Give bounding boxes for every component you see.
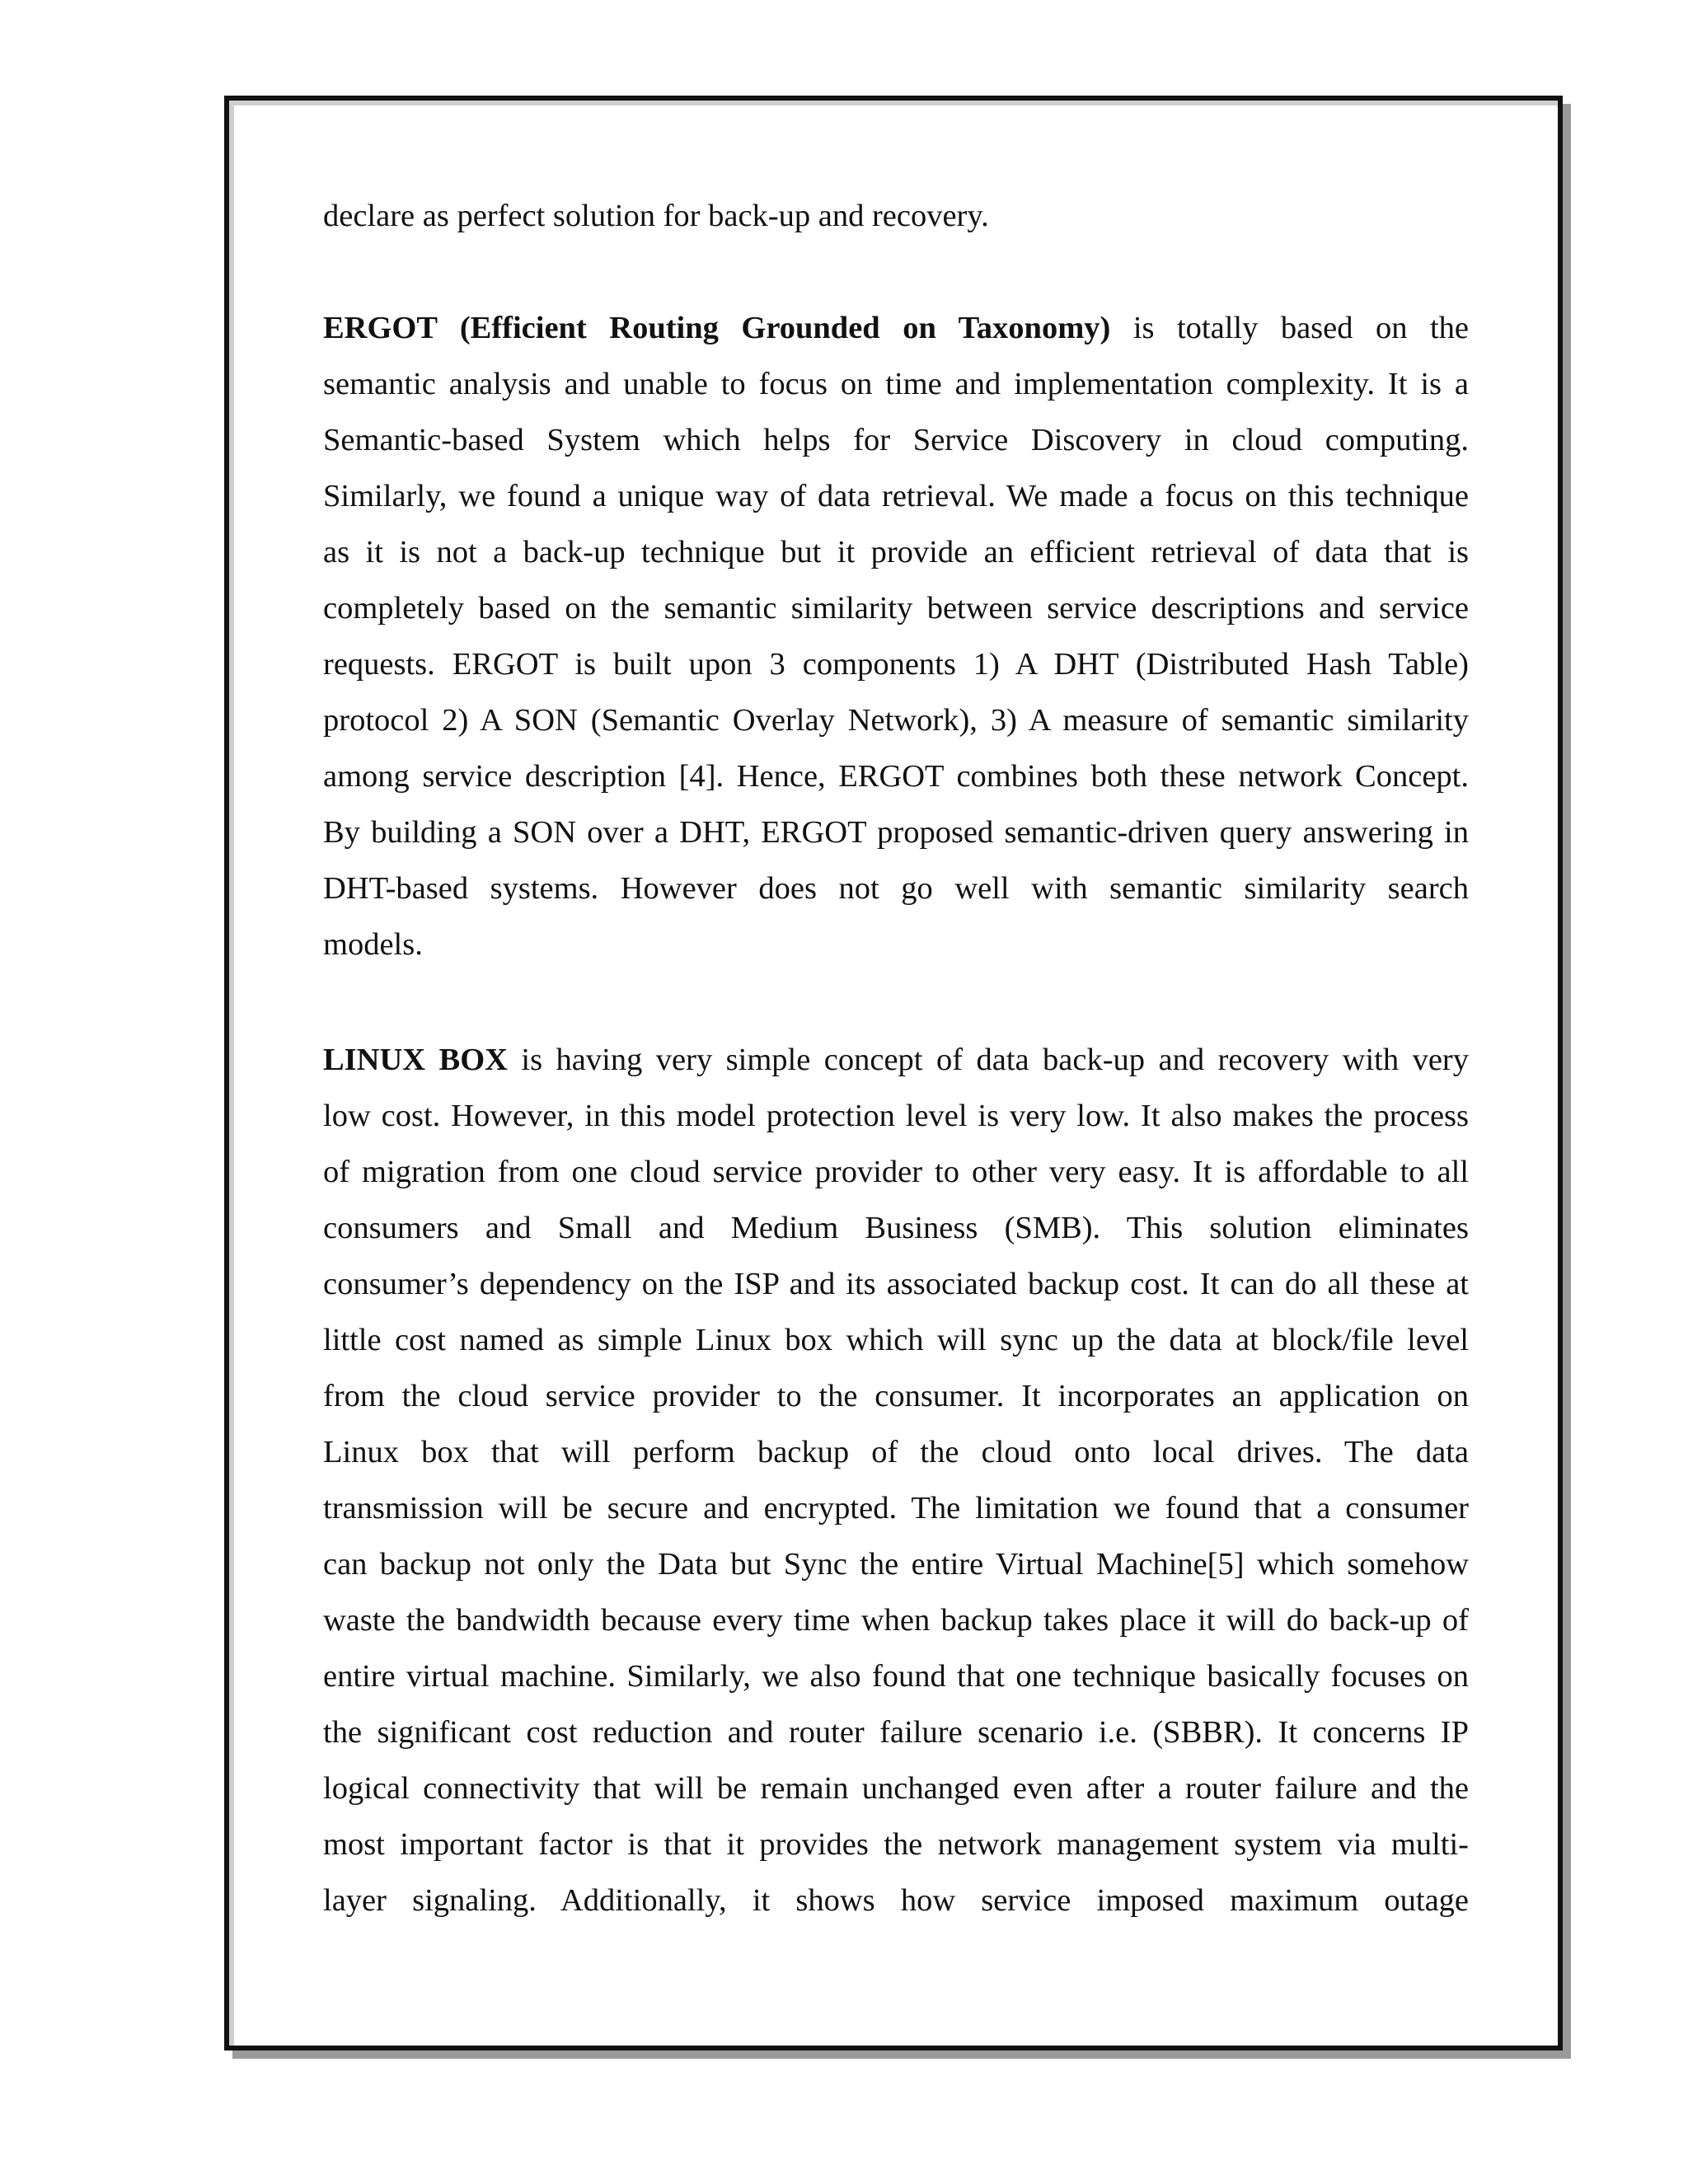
linux-line: little cost named as simple Linux box which will sync up the data at block/file level: [323, 1323, 1469, 1357]
linux-line: the significant cost reduction and router failure scenario i.e. (SBBR). It concerns IP: [323, 1715, 1469, 1750]
linux-line: from the cloud service provider to the consumer. It incorporates an application on: [323, 1379, 1469, 1413]
linux-line: consumers and Small and Medium Business (SMB). This solution eliminates: [323, 1211, 1469, 1245]
linux-line: most important factor is that it provides the network management system via multi-: [323, 1827, 1469, 1862]
linux-line: consumer’s dependency on the ISP and its associated backup cost. It can do all these at: [323, 1267, 1469, 1301]
linux-line: layer signaling. Additionally, it shows how service imposed maximum outage: [323, 1883, 1469, 1918]
linux-line: can backup not only the Data but Sync the entire Virtual Machine[5] which somehow: [323, 1547, 1469, 1582]
ergot-line: as it is not a back-up technique but it provide an efficient retrieval of data that is: [323, 535, 1469, 569]
ergot-line: DHT-based systems. However does not go well with semantic similarity search: [323, 871, 1469, 906]
linux-first-line-text: is having very simple concept of data back-up and recovery with very: [507, 1043, 1469, 1077]
ergot-line: completely based on the semantic similarity between service descriptions and service: [323, 591, 1469, 626]
linux-line: entire virtual machine. Similarly, we also found that one technique basically focuses on: [323, 1659, 1469, 1694]
ergot-line: Similarly, we found a unique way of data retrieval. We made a focus on this technique: [323, 479, 1469, 513]
ergot-first-line-text: is totally based on the: [1110, 311, 1469, 345]
linux-term: LINUX BOX: [323, 1043, 508, 1077]
linux-line: Linux box that will perform backup of the cloud onto local drives. The data: [323, 1435, 1469, 1469]
linux-line: low cost. However, in this model protection level is very low. It also makes the process: [323, 1099, 1469, 1133]
carryover-line: declare as perfect solution for back-up and recovery.: [323, 199, 989, 233]
ergot-paragraph-first-line: [323, 300, 1469, 356]
linux-line: logical connectivity that will be remain unchanged even after a router failure and the: [323, 1771, 1469, 1806]
linux-line: transmission will be secure and encrypted. The limitation we found that a consumer: [323, 1491, 1469, 1526]
linux-line: waste the bandwidth because every time when backup takes place it will do back-up of: [323, 1603, 1469, 1638]
ergot-line: protocol 2) A SON (Semantic Overlay Network), 3) A measure of semantic similarity: [323, 703, 1469, 738]
ergot-line: Semantic-based System which helps for Service Discovery in cloud computing.: [323, 423, 1469, 457]
ergot-term: ERGOT (Efficient Routing Grounded on Taxonomy): [323, 311, 1111, 345]
linux-paragraph-first-line: [323, 1032, 1469, 1088]
ergot-line: requests. ERGOT is built upon 3 components 1) A DHT (Distributed Hash Table): [323, 647, 1469, 682]
linux-line: of migration from one cloud service provider to other very easy. It is affordable to all: [323, 1155, 1469, 1189]
ergot-line: By building a SON over a DHT, ERGOT proposed semantic-driven query answering in: [323, 815, 1469, 850]
ergot-line: models.: [323, 927, 423, 962]
ergot-line: semantic analysis and unable to focus on time and implementation complexity. It is a: [323, 367, 1469, 401]
ergot-line: among service description [4]. Hence, ERGOT combines both these network Concept.: [323, 759, 1469, 794]
